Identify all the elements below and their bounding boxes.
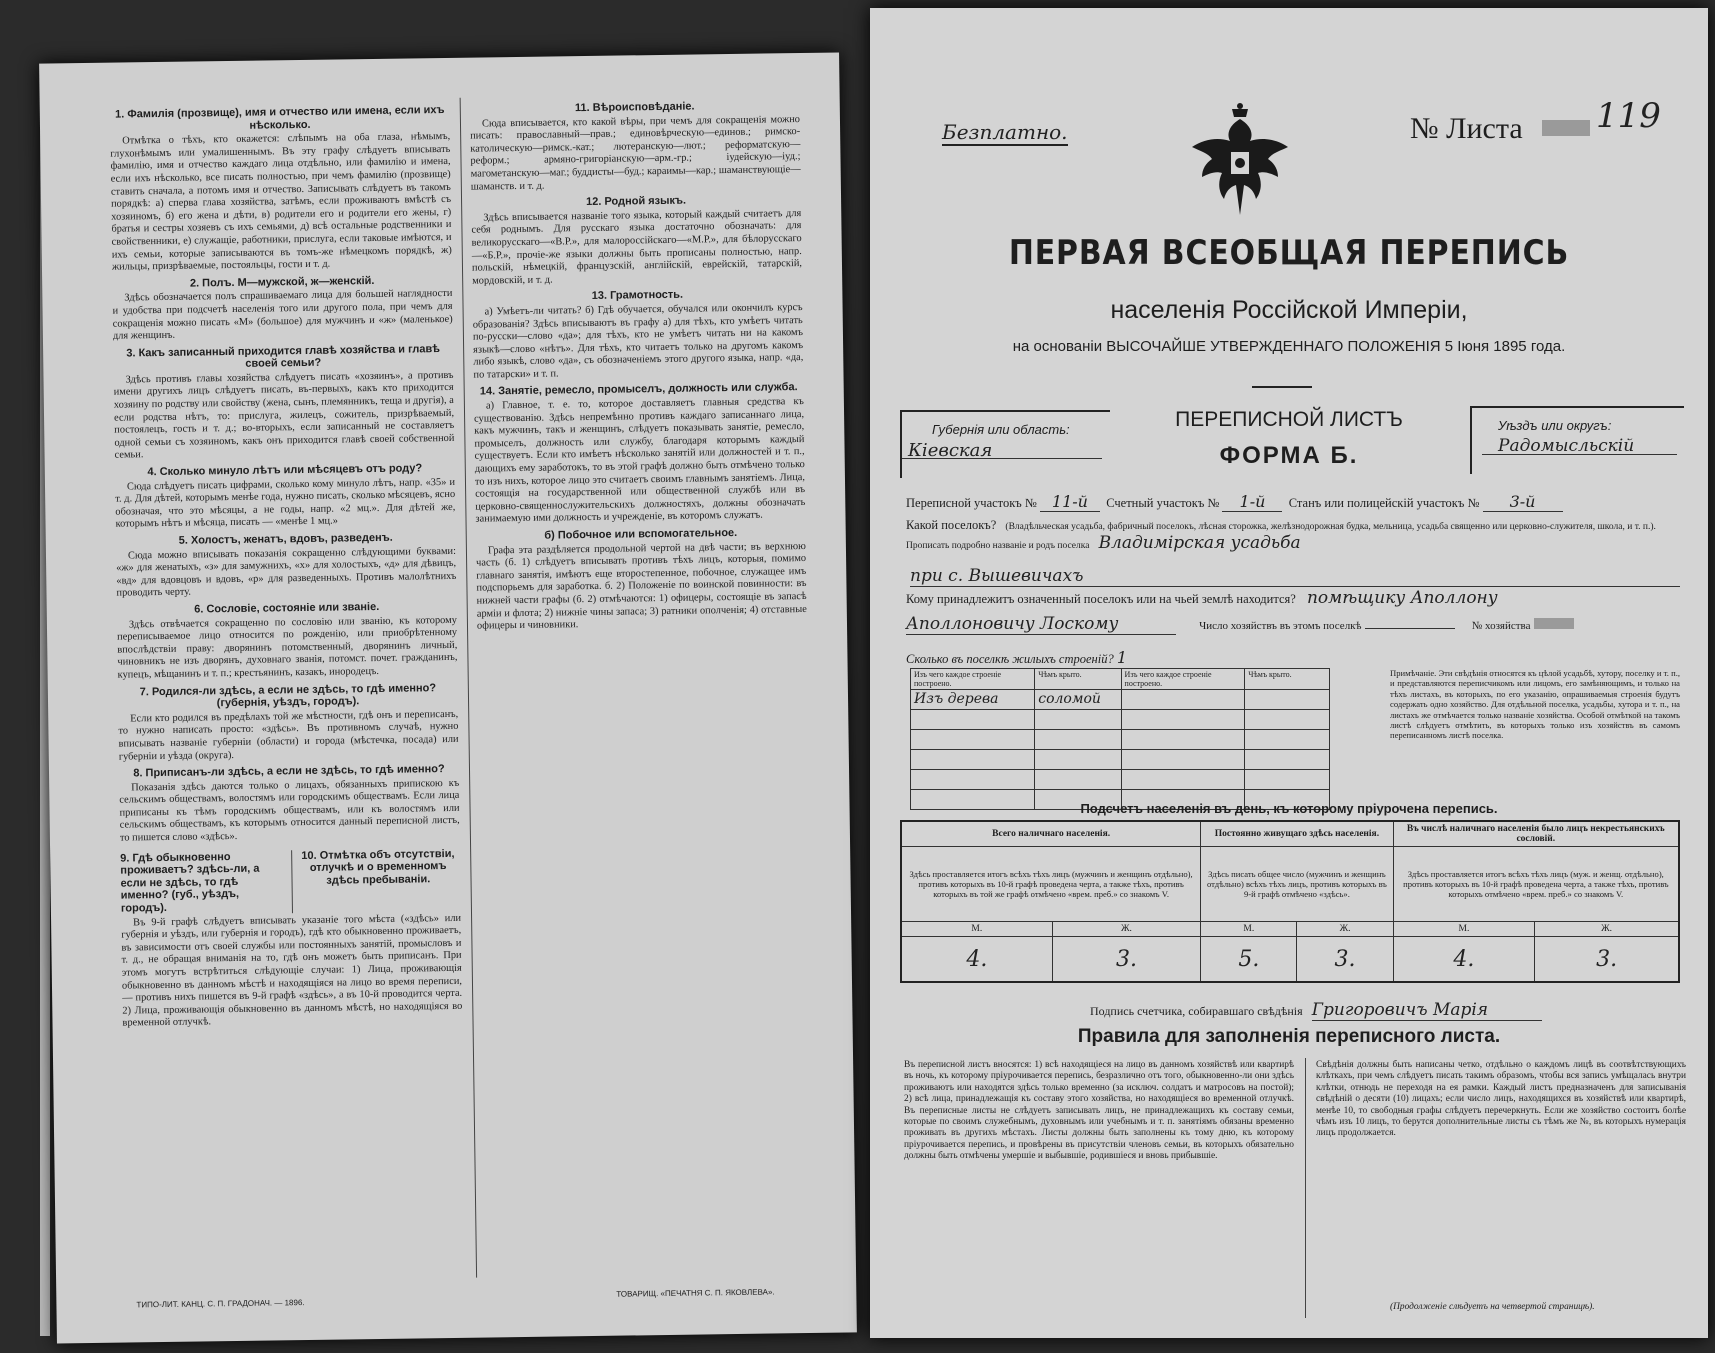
printer-note-left: ТИПО-ЛИТ. КАНЦ. С. П. ГРАДОНАЧ. — 1896. (136, 1298, 305, 1310)
instruction-text: Здѣсь вписывается названіе того языка, который каждый считаетъ для себя роднымъ. Для русскаго языка достаточно обозначать: для великорусскаго—«В.Р.», для малороссійскаго—«М.Р.», для бѣлорусскаго—«Б.Р.», прочіе-же языки должны быть прописаны полностью, напр. польскій, нѣмецкій, французскій, англійскій, еврейскій, татарскій, мордовскій, и т. д. (471, 207, 803, 287)
instruction-heading: 14. Занятіе, ремесло, промыселъ, должность или служба. (479, 381, 798, 398)
settlement-label: Какой поселокъ? (906, 518, 997, 532)
province-value: Кіевская (908, 440, 993, 461)
instruction-text: Показанія здѣсь даются только о лицахъ, обязанныхъ припискою къ сельскимъ обществамъ, волостямъ или городскимъ обществамъ. Если лица приписаны къ тѣмъ городскимъ обществамъ, или къ волостямъ или сельскимъ обществамъ, къ которымъ относится данный переписной листъ, то пишется слово «здѣсь». (119, 777, 460, 844)
table-cell (1121, 690, 1245, 710)
table-cell (1245, 690, 1330, 710)
table-cell (1121, 730, 1245, 750)
households-label: Число хозяйствъ въ этомъ поселкѣ (1199, 620, 1362, 632)
buildings-header: Чѣмъ крыто. (1245, 669, 1330, 690)
instruction-heading: 6. Сословіе, состояніе или званіе. (194, 600, 380, 616)
female-label: Ж. (1297, 922, 1393, 937)
sheet-number-label: № Листа (1410, 112, 1523, 145)
province-label: Губернія или область: (932, 422, 1070, 437)
instruction-heading: 11. Вѣроисповѣданіе. (574, 100, 695, 115)
form-title: ПЕРЕПИСНОЙ ЛИСТЪ (1175, 408, 1403, 431)
buildings-header: Изъ чего каждое строеніе построено. (911, 669, 1035, 690)
population-table (900, 820, 1680, 983)
male-label: М. (1393, 922, 1535, 937)
buildings-label: Сколько въ поселкѣ жилыхъ строеній? (906, 652, 1114, 666)
population-col-head: Въ числѣ наличнаго населенія было лицъ некрестьянскихъ сословій. (1393, 821, 1679, 847)
instruction-heading: 1. Фамилія (прозвище), имя и отчество или имена, если ихъ нѣсколько. (115, 103, 445, 132)
population-col-desc: Здѣсь проставляется итогъ всѣхъ тѣхъ лицъ (муж. и женщ. отдѣльно), противъ которыхъ въ 10-й графѣ проведена черта, а также тѣхъ, противъ которыхъ отмѣчено «врем. преб.» со знакомъ V. (1393, 847, 1679, 922)
resident-male-count: 5. (1201, 937, 1297, 983)
instruction-heading: 2. Полъ. М—мужской, ж—женскій. (189, 274, 375, 290)
instruction-text: Сюда можно вписывать показанія сокращенно слѣдующими буквами: «ж» для женатыхъ, «з» для замужнихъ, «х» для холостыхъ, «д» для дѣвицъ, «вд» для вдовцовъ и вдовъ, «р» для разведенныхъ. Противъ малолѣтнихъ проводить черту. (116, 545, 457, 599)
table-row (911, 710, 1330, 730)
table-row (911, 730, 1330, 750)
population-title: Подсчетъ населенія въ день, къ которому пріурочена перепись. (1080, 801, 1498, 816)
settlement-value: Владимірская усадьба (1098, 533, 1301, 553)
population-col-desc: Здѣсь писать общее число (мужчинъ и женщинъ отдѣльно) всѣхъ тѣхъ лицъ, противъ которыхъ въ 9-й графѣ отмѣчено «здѣсь». (1201, 847, 1393, 922)
present-male-count: 4. (901, 937, 1052, 983)
nonpeasant-male-count: 4. (1393, 937, 1535, 983)
signature-value: Григоровичъ Марія (1312, 1000, 1542, 1021)
owner-value: помѣщику Аполлону (1306, 588, 1498, 608)
table-cell (1121, 710, 1245, 730)
population-col-head: Постоянно живущаго здѣсь населенія. (1201, 821, 1393, 847)
instruction-heading: 4. Сколько минуло лѣтъ или мѣсяцевъ отъ роду? (147, 462, 423, 479)
rules-divider (1305, 1058, 1306, 1318)
district-row (906, 492, 1696, 512)
table-row (911, 690, 1330, 710)
stan-label: Станъ или полицейскій участокъ № (1288, 496, 1480, 510)
instruction-text: Сюда вписывается, кто какой вѣры, при чемъ для сокращенія можно писать: православный—прав.; единовѣрческую—единов.; римско-католическую—римск.-кат.; лютеранскую—лют.; реформатскую—реформ.; армяно-григоріанскую—арм.-гр.; іудейскую—іуд.; магометанскую—маг.; буддисты—буд.; караимы—кар.; шаманствующіе—шаманств. и т. д. (470, 113, 801, 193)
instructions-column-2 (470, 95, 807, 636)
table-cell (1245, 770, 1330, 790)
instruction-text: Отмѣтка о тѣхъ, кто окажется: слѣпымъ на оба глаза, нѣмымъ, глухонѣмымъ или умалишеннымъ. Въ эту графу слѣдуетъ вписывать фамилію, имя и отчество каждаго лица отдѣльно, или фамилію и имена, если ихъ нѣсколько, все писать полностью, при чемъ фамилію (прозвище) ставить сначала, а потомъ имя и отчество. Записывать слѣдуетъ въ такомъ порядкѣ: а) сперва глава хозяйства, затѣмъ, если проживаютъ вмѣстѣ съ хозяиномъ, б) его жена и дѣти, в) родители его и родители его жены, г) братья и сестры хозяевъ съ ихъ семьями, д) всѣ остальные родственники и свойственники, е) служащіе, работники, прислуга, если таковые имѣются, и ихъ семьи, которые записываются въ томъ-же нѣмецкомъ порядкѣ, ж) жильцы, призрѣваемые, постояльцы, гости и т. д. (110, 131, 452, 273)
table-cell (1035, 710, 1121, 730)
table-cell (911, 750, 1035, 770)
instruction-text: а) Умѣетъ-ли читать? б) Гдѣ обучается, обучался или окончилъ курсъ образованія? Здѣсь вписываютъ въ графу а) для тѣхъ, кто умѣетъ читать по-русски—слово «да»; для тѣхъ, кто не умѣетъ читать ни на какомъ языкѣ—слово «нѣтъ». Для тѣхъ, кто читаетъ только на другомъ какомъ либо языкѣ, слово «да», съ обозначеніемъ этого другого языка, напр. «да, по татарски» и т. п. (472, 301, 804, 381)
instruction-heading-10: 10. Отмѣтка объ отсутствіи, отлучкѣ и о временномъ здѣсь пребываніи. (291, 848, 461, 913)
table-cell (1035, 730, 1121, 750)
signature-label: Подпись счетчика, собиравшаго свѣдѣнія (1090, 1004, 1303, 1018)
table-cell (911, 770, 1035, 790)
uezd-label: Уѣздъ или округъ: (1498, 418, 1612, 433)
printer-note-right: ТОВАРИЩ. «ПЕЧАТНЯ С. П. ЯКОВЛЕВА». (616, 1287, 775, 1299)
owner-value-line2: Аполлоновичу Лоскому (906, 614, 1176, 635)
buildings-value: 1 (1116, 648, 1128, 667)
table-cell (1035, 770, 1121, 790)
households-value (1365, 628, 1455, 629)
count-label: Счетный участокъ № (1106, 496, 1220, 510)
instruction-heading: 5. Холостъ, женатъ, вдовъ, разведенъ. (178, 531, 393, 547)
instruction-text: Здѣсь отвѣчается сокращенно по сословію или званію, къ которому переписываемое лицо относится по рожденію, или приобрѣтенному впослѣдствіи праву: дворянинъ потомственный, дворянинъ личный, чиновникъ не изъ дворянъ, духовнаго званія, потомст. почет. гражданинъ, купецъ, мѣщанинъ и т. п.; крестьянинъ, казакъ, инородецъ. (117, 614, 458, 681)
count-value: 1-й (1222, 492, 1282, 512)
form-title-block (1115, 408, 1463, 478)
instruction-heading: 12. Родной языкъ. (585, 194, 687, 209)
table-cell: соломой (1035, 690, 1121, 710)
uezd-box (1470, 406, 1684, 474)
settlement-value-line2: при с. Вышевичахъ (910, 566, 1680, 587)
instruction-text: Въ 9-й графѣ слѣдуетъ вписывать указаніе того мѣста («здѣсь» или губернія и уѣздъ, или губернія и городъ), гдѣ кто обыкновенно проживаетъ, въ зависимости отъ своей службы или постоянныхъ занятій, промысловъ и т. д., не обращая вниманія на то, гдѣ онъ можетъ быть приписанъ. При этомъ могутъ встрѣтиться слѣдующіе случаи: 1) Лица, проживающія обыкновенно въ данномъ мѣстѣ и находящіяся на лицо во время переписи, — противъ нихъ пишется въ 9-й графѣ «здѣсь», а въ 10-й проводится черта. 2) Лица, проживающія обыкновенно въ данномъ мѣстѣ, но находящіяся во временной отлучкѣ. (121, 912, 463, 1029)
table-cell: Изъ дерева (911, 690, 1035, 710)
census-legal-basis: на основаніи ВЫСОЧАЙШЕ УТВЕРЖДЕННАГО ПОЛОЖЕНІЯ 5 Іюня 1895 года. (1012, 338, 1566, 355)
rules-column-2: Свѣдѣнія должны быть написаны четко, отдѣльно о каждомъ лицѣ въ соотвѣтствующихъ клѣткахъ, при чемъ слѣдуетъ писать такимъ образомъ, чтобы вся запись умѣщалась внутри клѣтки, отнюдь не переходя на ея рамки. Каждый листъ предназначенъ для записыванія свѣдѣній о десяти (10) лицахъ; если число лицъ, находящихся въ хозяйствѣ или квартирѣ, менѣе 10, то свободныя графы слѣдуетъ перечеркнуть. Если же хозяйство состоитъ болѣе чѣмъ изъ 10 лицъ, то берутся дополнительные листы съ тѣмъ же №, въ которыхъ нумерація лицъ продолжается. (1316, 1060, 1686, 1139)
population-col-desc: Здѣсь проставляется итогъ всѣхъ тѣхъ лицъ (мужчинъ и женщинъ отдѣльно), противъ которыхъ въ 10-й графѣ проведена черта, а также тѣхъ, противъ которыхъ въ той же графѣ отмѣчено «врем. преб.» со знакомъ V. (901, 847, 1201, 922)
instruction-heading: 7. Родился-ли здѣсь, а если не здѣсь, то гдѣ именно? (губернія, уѣздъ, городъ). (139, 681, 437, 710)
instruction-heading: 3. Какъ записанный приходится главѣ хозяйства и главѣ своей семьи? (126, 342, 441, 371)
instructions-column-1 (110, 100, 463, 1034)
buildings-table (910, 668, 1330, 810)
instruction-text: Если кто родился въ предѣлахъ той же мѣстности, гдѣ онъ и переписанъ, то нужно написать просто: «здѣсь». Въ противномъ случаѣ, нужно вписывать названіе губерніи (области) и города (мѣстечка, посада) или губерніи и уѣзда (округа). (118, 708, 459, 763)
table-cell (911, 710, 1035, 730)
present-female-count: 3. (1052, 937, 1201, 983)
buildings-header: Изъ чего каждое строеніе построено. (1121, 669, 1245, 690)
owner-row (906, 588, 1686, 608)
male-label: М. (901, 922, 1052, 937)
instruction-heading: 13. Грамотность. (591, 288, 684, 303)
table-cell (1245, 730, 1330, 750)
left-page-instructions (39, 52, 857, 1343)
household-number-blot (1534, 618, 1574, 629)
instruction-text: Здѣсь противъ главы хозяйства слѣдуетъ писать «хозяинъ», а противъ имени другихъ лицъ слѣдуетъ писать, въ-первыхъ, какъ кто приходится хозяину по родству или свойству (жена, сынъ, племянникъ, теща и другія), а если родства нѣтъ, то: прислуга, жилецъ, сожитель, призрѣваемый, постоялецъ, гость и т. д.; во-вторыхъ, если записанный не составляетъ одной семьи съ хозяиномъ, какъ онъ приходится главѣ своей собственной семьи. (113, 369, 455, 462)
male-label: М. (1201, 922, 1297, 937)
rules-column-1: Въ переписной листъ вносятся: 1) всѣ находящіеся на лицо въ данномъ хозяйствѣ или квартирѣ въ ночь, къ которому пріурочивается перепись, безразлично отъ того, обыкновенно-ли они здѣсь проживаютъ или находятся здѣсь только временно (за исключ. солдатъ и матросовъ на постой); 2) всѣ лица, принадлежащія къ составу этого хозяйства, но находящіеся во временной отлучкѣ. Въ переписные листы не слѣдуетъ записывать лицъ, не принадлежащихъ къ составу семьи, которые по своимъ служебнымъ, духовнымъ или учебнымъ и т. п. занятіямъ обязаны временно проживать въ другихъ мѣстахъ. Листы должны быть заполнены къ тому дню, къ которому пріурочивается перепись, и провѣрены въ присутствіи членовъ семьи, въ которыхъ обязательно должны быть отмѣчены умершіе и выбывшіе, родившіеся и вновь прибывшіе. (904, 1060, 1294, 1162)
free-of-charge-label: Безплатно. (942, 120, 1068, 144)
uezd-value: Радомысльскій (1498, 436, 1635, 456)
instruction-text: Здѣсь обозначается полъ спрашиваемаго лица для большей наглядности и удобства при подсчетѣ населенія того или другого пола, при чемъ для сокращенія можно писать «М» (большое) для мужчинъ и «ж» (маленькое) для женщинъ. (112, 288, 453, 342)
instruction-heading: 8. Приписанъ-ли здѣсь, а если не здѣсь, то гдѣ именно? (133, 763, 445, 780)
divider-rule (1252, 386, 1312, 388)
census-title: ПЕРВАЯ ВСЕОБЩАЯ ПЕРЕПИСЬ (1008, 233, 1570, 273)
rules-continued-note: (Продолженіе слѣдуетъ на четвертой страницѣ). (1390, 1302, 1595, 1312)
instruction-text: а) Главное, т. е. то, которое доставляетъ главныя средства къ существованію. Здѣсь непремѣнно противъ каждаго записаннаго лица, какъ мужчинъ, такъ и женщинъ, слѣдуетъ показывать занятіе, ремесло, промыселъ, должность или службу, благодаря которымъ каждый существуетъ. Если кто имѣетъ нѣсколько занятій или должностей и т. п., дающихъ ему заработокъ, то въ этой графѣ должно быть отмѣчено только то изъ нихъ, которое лицо это считаетъ своимъ главнымъ занятіемъ. Лица, состоящія на государственной или общественной службѣ или въ церковно-священнослужительскихъ должностяхъ, должны обозначать занимаемую ими должность и учрежденіе, въ которомъ служатъ. (474, 396, 806, 526)
settlement-row (906, 518, 1686, 553)
nonpeasant-female-count: 3. (1535, 937, 1679, 983)
table-cell (1245, 710, 1330, 730)
district-value: 11-й (1040, 492, 1100, 512)
table-row (911, 770, 1330, 790)
census-subtitle: населенія Россійской Имперіи, (1110, 296, 1468, 324)
table-cell (1121, 750, 1245, 770)
resident-female-count: 3. (1297, 937, 1393, 983)
sheet-number-blot (1542, 120, 1590, 136)
table-cell (1121, 770, 1245, 790)
population-col-head: Всего наличнаго населенія. (901, 821, 1201, 847)
settlement-hint: (Владѣльческая усадьба, фабричный поселокъ, лѣсная сторожка, желѣзнодорожная будка, мельница, усадьба священно или церковно-служителя, школа, и т. п.). Прописать подробно названіе и родъ поселка (906, 522, 1656, 551)
sheet-number-handwritten: 119 (1596, 96, 1661, 136)
district-label: Переписной участокъ № (906, 496, 1037, 510)
table-cell (1245, 750, 1330, 770)
female-label: Ж. (1535, 922, 1679, 937)
table-cell (911, 730, 1035, 750)
households-row (906, 614, 1696, 635)
right-page-census-form (870, 8, 1708, 1338)
stan-value: 3-й (1483, 492, 1563, 512)
form-subtitle: ФОРМА Б. (1219, 442, 1359, 469)
buildings-note: Примѣчаніе. Эти свѣдѣнія относятся къ цѣлой усадьбѣ, хутору, поселку и т. п., и представляются переписчикомъ или лицомъ, его замѣняющимъ, и только на тѣхъ листахъ, въ которыхъ, по его указанію, опрашиваемыя строенія будутъ содержать одно хозяйство. Для отдѣльной поселка, усадьбы, хутора и т. п., на листахъ же отмѣчается только названіе хозяйства. Особой отмѣткой на такомъ листѣ слѣдуетъ отмѣтить, въ которыхъ только изъ хозяйствъ въ самомъ переписанномъ листѣ поселка. (1390, 668, 1680, 741)
buildings-row (906, 648, 1127, 667)
instruction-text: Графа эта раздѣляется продольной чертой на двѣ части; въ верхнюю часть (б. 1) слѣдуетъ вписывать противъ тѣхъ лицъ, которыя, помимо главнаго занятія, имѣютъ еще второстепенное, побочное, служащее имъ подспорьемъ для заработка. б. 2) Положеніе по воинской повинности: въ нижней части графы (б. 2) отмѣчаются: 1) офицеры, состоящіе въ запасѣ арміи и флота; 2) нижніе чины запаса; 3) ратники ополченія; 4) отставные офицеры и чиновники. (476, 540, 807, 632)
imperial-eagle-icon (1190, 103, 1290, 223)
owner-label: Кому принадлежитъ означенный поселокъ или на чьей землѣ находится? (906, 592, 1296, 606)
instruction-heading: 9. Гдѣ обыкновенно проживаетъ? здѣсь-ли, а если не здѣсь, то гдѣ именно? (губ., уѣздъ, городъ). (120, 850, 260, 915)
signature-row (1090, 1000, 1542, 1021)
female-label: Ж. (1052, 922, 1201, 937)
province-box (900, 410, 1110, 478)
buildings-header: Чѣмъ крыто. (1035, 669, 1121, 690)
instruction-heading: б) Побочное или вспомогательное. (544, 526, 738, 542)
rules-title: Правила для заполненія переписного листа. (1077, 1026, 1501, 1047)
table-cell (1035, 750, 1121, 770)
household-number-label: № хозяйства (1471, 620, 1531, 632)
instruction-text: Сюда слѣдуетъ писать цифрами, сколько кому минуло лѣтъ, напр. «35» и т. д. Для дѣтей, которымъ менѣе года, нужно писать, сколько мѣсяцевъ, ясно обозначая, что это мѣсяцы, а не годы, напр. «2 мц.». Для дѣтей же, которымъ нѣтъ и мѣсяца, писать — «менѣе 1 мц.» (115, 476, 456, 531)
table-row (911, 750, 1330, 770)
